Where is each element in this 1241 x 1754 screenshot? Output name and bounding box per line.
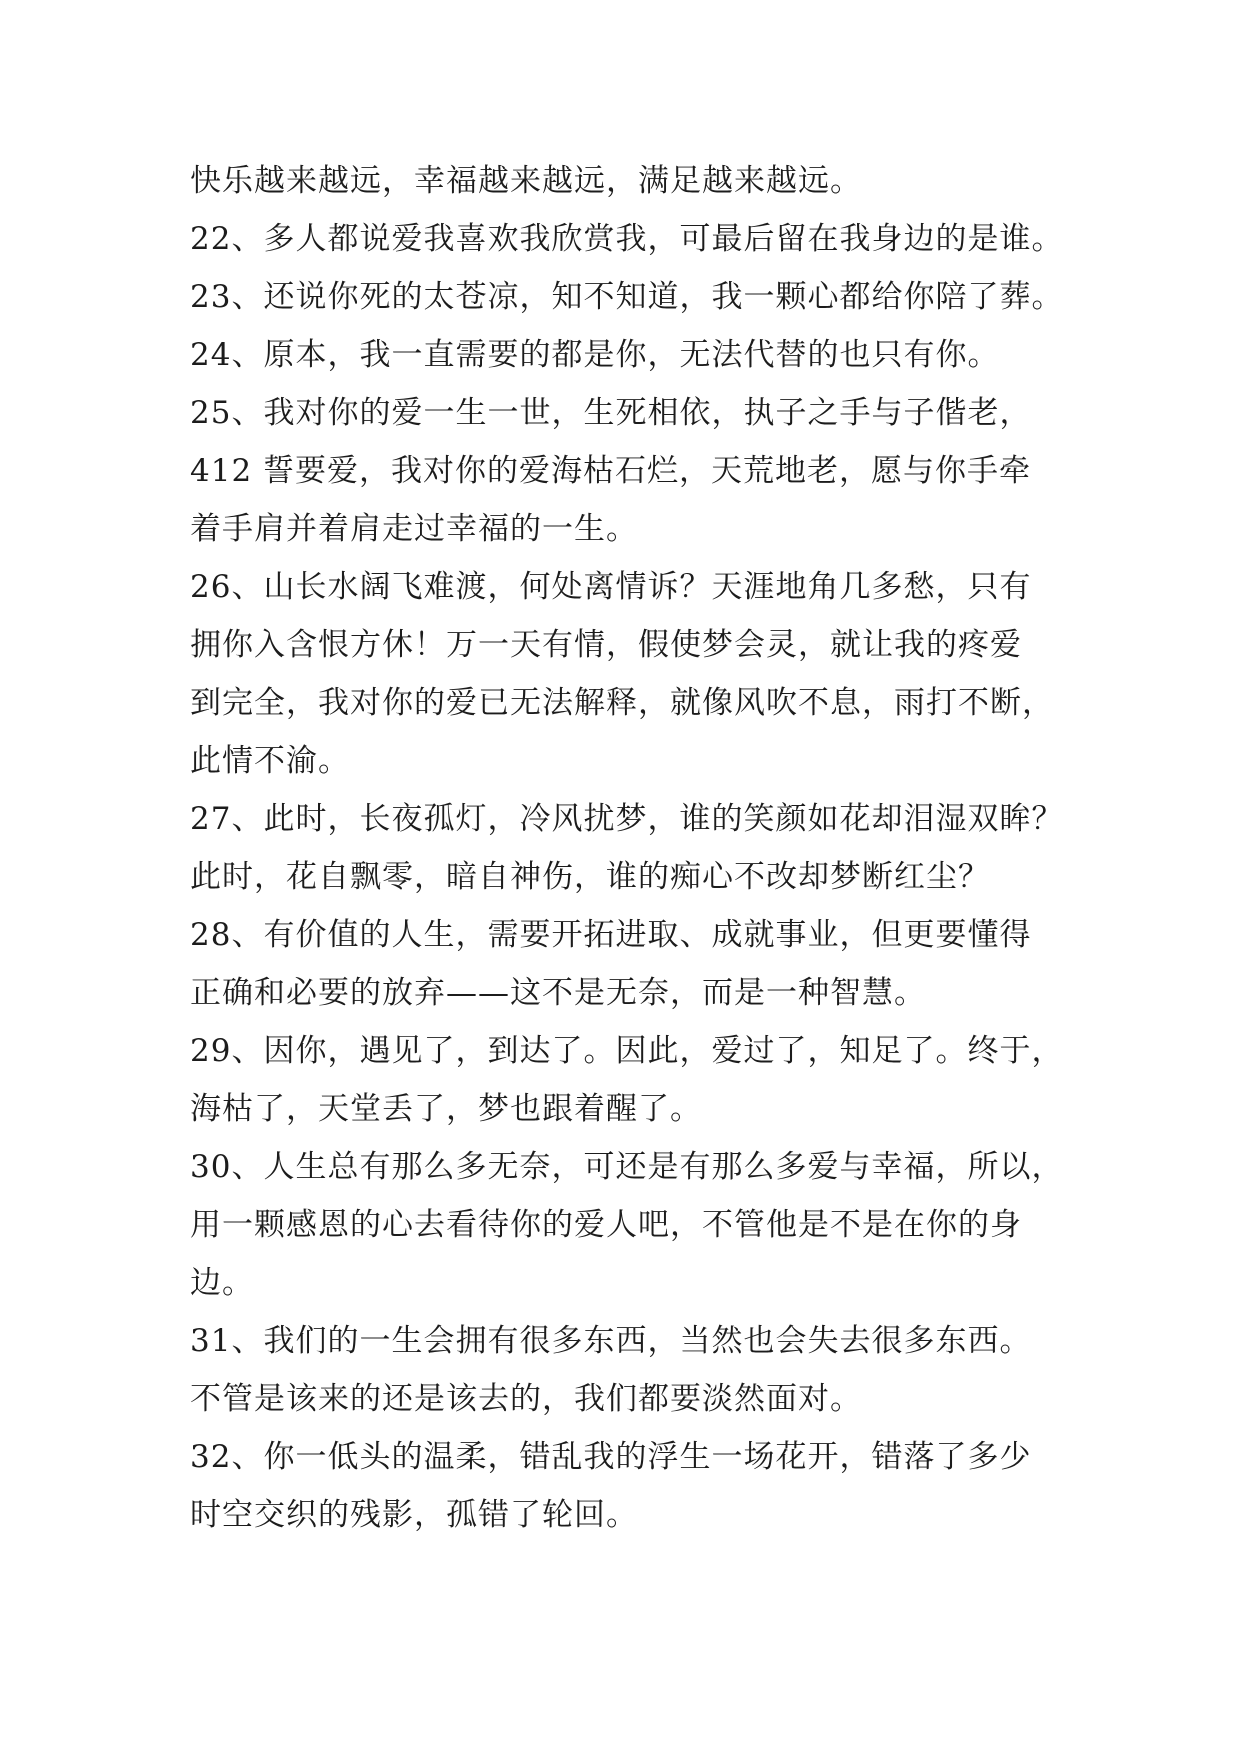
text-line: 32、你一低头的温柔，错乱我的浮生一场花开，错落了多少 [190,1439,1032,1475]
text-line: 不管是该来的还是该去的，我们都要淡然面对。 [190,1381,862,1417]
text-line: 拥你入含恨方休！万一天有情，假使梦会灵，就让我的疼爱 [190,627,1022,663]
text-line: 22、多人都说爱我喜欢我欣赏我，可最后留在我身边的是谁。 [190,221,1064,257]
text-line: 时空交织的残影，孤错了轮回。 [190,1497,638,1533]
text-line: 到完全，我对你的爱已无法解释，就像风吹不息，雨打不断， [190,685,1054,721]
text-line: 正确和必要的放弃——这不是无奈，而是一种智慧。 [190,975,926,1011]
text-line: 412 誓要爱，我对你的爱海枯石烂，天荒地老，愿与你手牵 [190,453,1032,489]
text-line: 25、我对你的爱一生一世，生死相依，执子之手与子偕老， [190,395,1032,431]
text-line: 用一颗感恩的心去看待你的爱人吧，不管他是不是在你的身 [190,1207,1022,1243]
text-line: 边。 [190,1265,254,1301]
text-line: 29、因你，遇见了，到达了。因此，爱过了，知足了。终于， [190,1033,1064,1069]
text-line: 海枯了，天堂丢了，梦也跟着醒了。 [190,1091,702,1127]
document-body [190,161,1070,1553]
text-line: 着手肩并着肩走过幸福的一生。 [190,511,638,547]
text-line: 26、山长水阔飞难渡，何处离情诉？天涯地角几多愁，只有 [190,569,1032,605]
text-line: 快乐越来越远，幸福越来越远，满足越来越远。 [190,163,862,199]
text-line: 此情不渝。 [190,743,350,779]
text-line: 28、有价值的人生，需要开拓进取、成就事业，但更要懂得 [190,917,1032,953]
text-line: 24、原本，我一直需要的都是你，无法代替的也只有你。 [190,337,1000,373]
text-line: 27、此时，长夜孤灯，冷风扰梦，谁的笑颜如花却泪湿双眸？ [190,801,1064,837]
text-line: 30、人生总有那么多无奈，可还是有那么多爱与幸福，所以， [190,1149,1064,1185]
text-line: 此时，花自飘零，暗自神伤，谁的痴心不改却梦断红尘？ [190,859,990,895]
text-line: 23、还说你死的太苍凉，知不知道，我一颗心都给你陪了葬。 [190,279,1064,315]
text-line: 31、我们的一生会拥有很多东西，当然也会失去很多东西。 [190,1323,1032,1359]
